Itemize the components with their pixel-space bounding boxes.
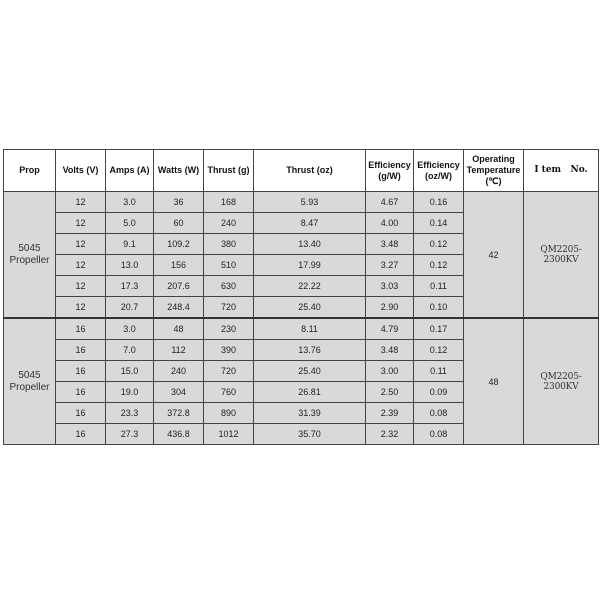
cell-watts: 36 bbox=[154, 192, 204, 213]
cell-amps: 13.0 bbox=[106, 255, 154, 276]
cell-thrust-oz: 8.11 bbox=[254, 318, 366, 340]
cell-thrust-g: 380 bbox=[204, 234, 254, 255]
cell-eff-gw: 4.79 bbox=[366, 318, 414, 340]
cell-eff-gw: 4.67 bbox=[366, 192, 414, 213]
cell-eff-gw: 3.48 bbox=[366, 340, 414, 361]
cell-thrust-g: 168 bbox=[204, 192, 254, 213]
item-no-cell: QM2205-2300KV bbox=[524, 318, 599, 445]
cell-thrust-oz: 35.70 bbox=[254, 424, 366, 445]
cell-eff-ozw: 0.17 bbox=[414, 318, 464, 340]
cell-thrust-g: 630 bbox=[204, 276, 254, 297]
cell-eff-ozw: 0.08 bbox=[414, 424, 464, 445]
cell-volts: 12 bbox=[56, 192, 106, 213]
cell-watts: 207.6 bbox=[154, 276, 204, 297]
table-row bbox=[4, 318, 599, 340]
motor-spec-table bbox=[3, 149, 599, 445]
cell-eff-gw: 2.90 bbox=[366, 297, 414, 319]
header-temp-line1: Operating bbox=[472, 154, 515, 164]
prop-type: Propeller bbox=[9, 381, 50, 393]
cell-watts: 60 bbox=[154, 213, 204, 234]
header-efficiency-gw-line2: (g/W) bbox=[378, 170, 401, 181]
cell-thrust-oz: 8.47 bbox=[254, 213, 366, 234]
cell-volts: 12 bbox=[56, 255, 106, 276]
header-volts: Volts (V) bbox=[56, 150, 106, 192]
cell-thrust-oz: 17.99 bbox=[254, 255, 366, 276]
cell-eff-gw: 4.00 bbox=[366, 213, 414, 234]
header-temp-line2: Temperature bbox=[466, 165, 521, 175]
cell-amps: 5.0 bbox=[106, 213, 154, 234]
cell-watts: 372.8 bbox=[154, 403, 204, 424]
cell-eff-gw: 3.03 bbox=[366, 276, 414, 297]
cell-amps: 20.7 bbox=[106, 297, 154, 319]
cell-amps: 23.3 bbox=[106, 403, 154, 424]
cell-amps: 15.0 bbox=[106, 361, 154, 382]
header-amps: Amps (A) bbox=[106, 150, 154, 192]
cell-volts: 12 bbox=[56, 276, 106, 297]
prop-size: 5045 bbox=[18, 369, 41, 381]
cell-volts: 12 bbox=[56, 234, 106, 255]
cell-eff-ozw: 0.16 bbox=[414, 192, 464, 213]
cell-thrust-g: 240 bbox=[204, 213, 254, 234]
cell-eff-ozw: 0.12 bbox=[414, 255, 464, 276]
cell-thrust-g: 720 bbox=[204, 361, 254, 382]
cell-watts: 109.2 bbox=[154, 234, 204, 255]
prop-cell bbox=[4, 318, 56, 445]
prop-size: 5045 bbox=[18, 242, 41, 254]
cell-watts: 304 bbox=[154, 382, 204, 403]
cell-volts: 12 bbox=[56, 213, 106, 234]
cell-watts: 436.8 bbox=[154, 424, 204, 445]
header-efficiency-ozw-line1: Efficiency bbox=[417, 159, 460, 170]
operating-temperature-cell: 48 bbox=[464, 318, 524, 445]
prop-cell bbox=[4, 192, 56, 319]
cell-volts: 16 bbox=[56, 340, 106, 361]
cell-thrust-g: 760 bbox=[204, 382, 254, 403]
header-temp-line3: (℃) bbox=[485, 176, 502, 186]
cell-thrust-oz: 25.40 bbox=[254, 297, 366, 319]
header-prop: Prop bbox=[4, 150, 56, 192]
cell-amps: 9.1 bbox=[106, 234, 154, 255]
cell-watts: 48 bbox=[154, 318, 204, 340]
table-row bbox=[4, 192, 599, 213]
table-body bbox=[4, 192, 599, 445]
cell-amps: 17.3 bbox=[106, 276, 154, 297]
header-thrust-oz: Thrust (oz) bbox=[254, 150, 366, 192]
cell-eff-ozw: 0.08 bbox=[414, 403, 464, 424]
cell-thrust-g: 230 bbox=[204, 318, 254, 340]
header-efficiency-gw bbox=[366, 150, 414, 192]
header-efficiency-ozw bbox=[414, 150, 464, 192]
header-watts: Watts (W) bbox=[154, 150, 204, 192]
cell-volts: 16 bbox=[56, 361, 106, 382]
cell-thrust-g: 390 bbox=[204, 340, 254, 361]
item-no-cell: QM2205-2300KV bbox=[524, 192, 599, 319]
cell-watts: 240 bbox=[154, 361, 204, 382]
header-item-no: I tem No. bbox=[524, 150, 599, 192]
cell-watts: 156 bbox=[154, 255, 204, 276]
operating-temperature-cell: 42 bbox=[464, 192, 524, 319]
cell-amps: 3.0 bbox=[106, 318, 154, 340]
cell-eff-ozw: 0.12 bbox=[414, 340, 464, 361]
cell-eff-gw: 2.39 bbox=[366, 403, 414, 424]
cell-eff-gw: 3.00 bbox=[366, 361, 414, 382]
header-efficiency-gw-line1: Efficiency bbox=[368, 159, 411, 170]
cell-watts: 112 bbox=[154, 340, 204, 361]
cell-thrust-oz: 22.22 bbox=[254, 276, 366, 297]
header-thrust-g: Thrust (g) bbox=[204, 150, 254, 192]
cell-volts: 16 bbox=[56, 382, 106, 403]
cell-eff-ozw: 0.11 bbox=[414, 276, 464, 297]
prop-type: Propeller bbox=[9, 254, 50, 266]
cell-eff-gw: 3.48 bbox=[366, 234, 414, 255]
cell-amps: 19.0 bbox=[106, 382, 154, 403]
cell-thrust-g: 510 bbox=[204, 255, 254, 276]
cell-thrust-g: 890 bbox=[204, 403, 254, 424]
cell-thrust-oz: 13.40 bbox=[254, 234, 366, 255]
cell-volts: 16 bbox=[56, 403, 106, 424]
cell-eff-ozw: 0.09 bbox=[414, 382, 464, 403]
cell-volts: 16 bbox=[56, 424, 106, 445]
cell-eff-ozw: 0.11 bbox=[414, 361, 464, 382]
cell-thrust-oz: 5.93 bbox=[254, 192, 366, 213]
cell-eff-gw: 3.27 bbox=[366, 255, 414, 276]
header-efficiency-ozw-line2: (oz/W) bbox=[425, 170, 452, 181]
cell-thrust-oz: 26.81 bbox=[254, 382, 366, 403]
cell-eff-gw: 2.50 bbox=[366, 382, 414, 403]
cell-thrust-oz: 13.76 bbox=[254, 340, 366, 361]
cell-watts: 248.4 bbox=[154, 297, 204, 319]
cell-volts: 12 bbox=[56, 297, 106, 319]
cell-volts: 16 bbox=[56, 318, 106, 340]
cell-eff-gw: 2.32 bbox=[366, 424, 414, 445]
cell-thrust-oz: 31.39 bbox=[254, 403, 366, 424]
cell-thrust-oz: 25.40 bbox=[254, 361, 366, 382]
cell-amps: 3.0 bbox=[106, 192, 154, 213]
cell-thrust-g: 720 bbox=[204, 297, 254, 319]
cell-amps: 7.0 bbox=[106, 340, 154, 361]
header-operating-temperature bbox=[464, 150, 524, 192]
header-row bbox=[4, 150, 599, 192]
cell-eff-ozw: 0.12 bbox=[414, 234, 464, 255]
cell-eff-ozw: 0.10 bbox=[414, 297, 464, 319]
cell-eff-ozw: 0.14 bbox=[414, 213, 464, 234]
cell-amps: 27.3 bbox=[106, 424, 154, 445]
cell-thrust-g: 1012 bbox=[204, 424, 254, 445]
